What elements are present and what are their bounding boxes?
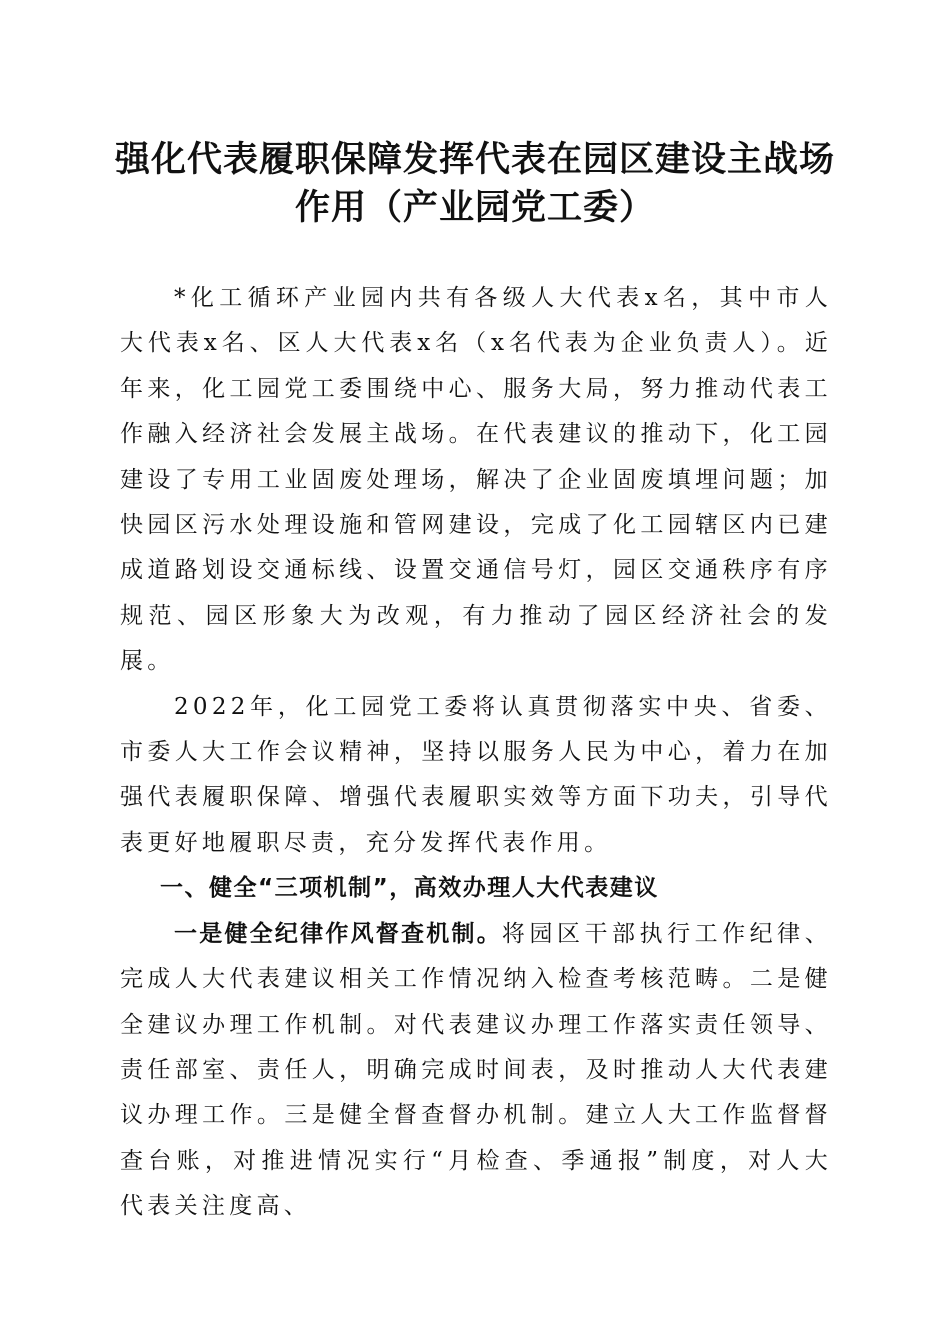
paragraph-mechanisms: [120, 912, 832, 1230]
section-heading-1: 一、健全“三项机制”，高效办理人大代表建议: [160, 875, 659, 902]
paragraph-mechanisms-text: 将园区干部执行工作纪律、完成人大代表建议相关工作情况纳入检查考核范畴。二是健全建议办理工作机制。对代表建议办理工作落实责任领导、责任部室、责任人，明确完成时间表，及时推动人大代表建议办理工作。三是健全督查督办机制。建立人大工作监督督查台账，对推进情况实行“月检查、季通报”制度，对人大代表关注度高、: [120, 920, 832, 1220]
document-title-line-1: 强化代表履职保障发挥代表在园区建设主战场: [114, 139, 835, 180]
document-body: [120, 276, 832, 1230]
paragraph-intro: *化工循环产业园内共有各级人大代表x名，其中市人大代表x名、区人大代表x名（x名代表为企业负责人）。近年来，化工园党工委围绕中心、服务大局，努力推动代表工作融入经济社会发展主战场。在代表建议的推动下，化工园建设了专用工业固废处理场，解决了企业固废填埋问题；加快园区污水处理设施和管网建设，完成了化工园辖区内已建成道路划设交通标线、设置交通信号灯，园区交通秩序有序规范、园区形象大为改观，有力推动了园区经济社会的发展。: [120, 285, 832, 675]
document-title-line-2: 作用（产业园党工委）: [294, 187, 655, 228]
paragraph-lead-phrase: 一是健全纪律作风督查机制。: [174, 920, 502, 947]
paragraph-2022-plan: 2022年，化工园党工委将认真贯彻落实中央、省委、市委人大工作会议精神，坚持以服务人民为中心，着力在加强代表履职保障、增强代表履职实效等方面下功夫，引导代表更好地履职尽责，充分发挥代表作用。: [120, 693, 832, 856]
